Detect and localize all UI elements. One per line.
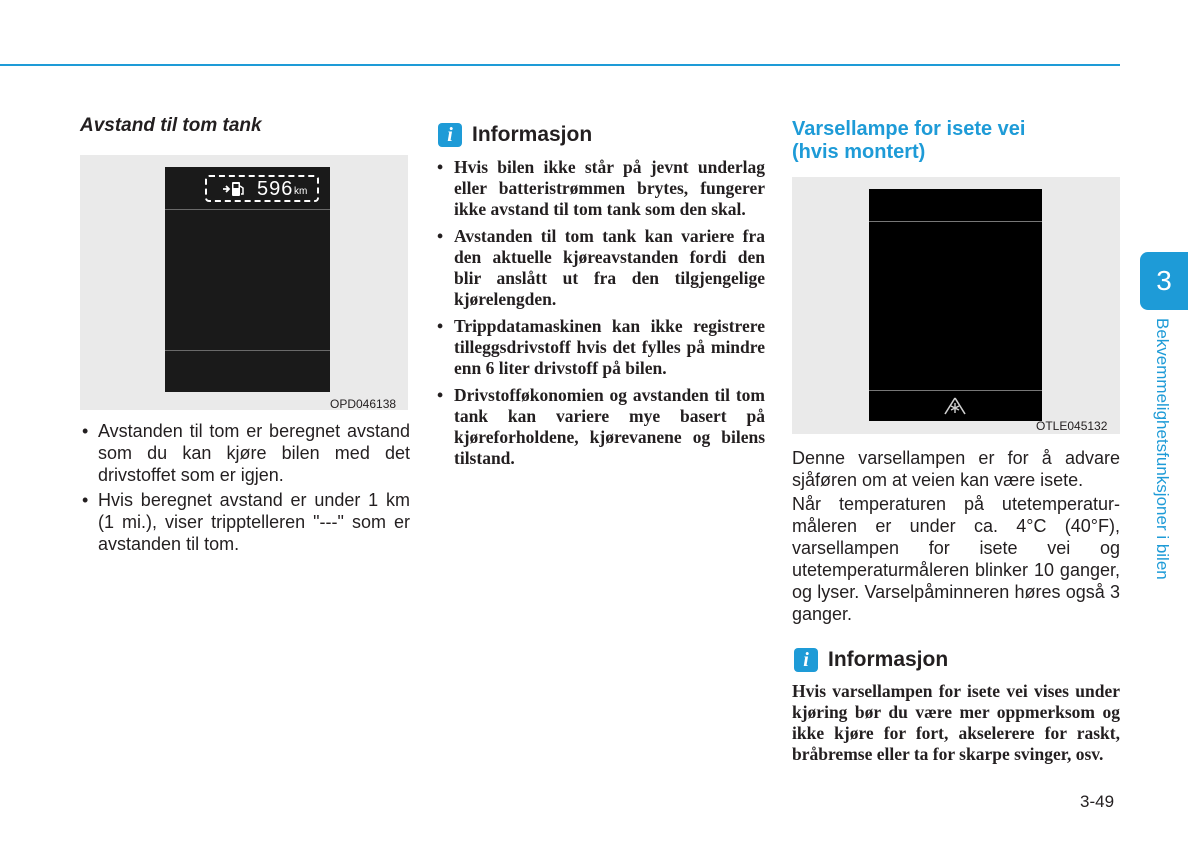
list-item: • Avstanden til tom tank kan variere fra den aktuelle kjøreavstanden fordi den blir anslått ut fra den tilgjengelige kjørelengden.: [437, 226, 765, 310]
list-item: • Hvis beregnet avstand er under 1 km (1 mi.), viser tripptelleren "---" som er avstanden til tom.: [80, 489, 410, 555]
info-text: Hvis varsellampen for isete vei vises under kjøring bør du være mer oppmerksom og ikke kjøre for fort, akselerere for raskt, bråbremse eller ta for skarpe svinger, osv.: [792, 681, 1120, 764]
page-number: 3-49: [1080, 792, 1115, 811]
section-title-icy-road: [792, 118, 1122, 164]
display-divider: [869, 390, 1042, 391]
info-bullets: [437, 157, 765, 475]
range-unit: km: [294, 186, 308, 197]
info-icon: i: [438, 123, 462, 147]
list-item: • Drivstofføkonomien og avstanden til tom tank kan variere mye basert på kjøreforholdene, kjørevanene og bilens tilstand.: [437, 385, 765, 469]
paragraph: Når temperaturen på utetemperatur-måleren er under ca. 4°C (40°F), varsellampen for isete vei og utetemperaturmåleren blinker 10 ganger, og lyser. Varselpåminneren høres også 3 ganger.: [792, 494, 1120, 624]
chapter-tab: 3: [1140, 252, 1188, 310]
display-divider: [165, 350, 330, 351]
section-title-line1: Varsellampe for isete vei: [792, 118, 1026, 140]
section-title-line2: (hvis montert): [792, 141, 926, 163]
display-divider: [869, 221, 1042, 222]
range-bullets: [80, 420, 410, 558]
list-item: • Avstanden til tom er beregnet avstand som du kan kjøre bilen med det drivstoffet som er igjen.: [80, 420, 410, 486]
info-label: Informasjon: [472, 123, 593, 146]
header-rule: [0, 64, 1120, 66]
info-icon: i: [794, 648, 818, 672]
figure-code: OPD046138: [330, 397, 397, 411]
info-heading: [438, 123, 592, 147]
chapter-title: Bekvemmelighetsfunksjoner i bilen: [1153, 318, 1172, 580]
cluster-display-icy: [869, 189, 1042, 421]
cluster-display-range: [165, 167, 330, 392]
list-item: • Hvis bilen ikke står på jevnt underlag eller batteristrømmen brytes, fungerer ikke avstand til tom tank som den skal.: [437, 157, 765, 220]
display-divider: [165, 209, 330, 210]
range-readout: [205, 175, 319, 202]
paragraph: Denne varsellampen er for å advare sjåføren om at veien kan være isete.: [792, 448, 1120, 490]
figure-code: OTLE045132: [1036, 419, 1108, 433]
icy-road-warning-icon: [942, 396, 968, 416]
left-column-title: [80, 115, 410, 137]
list-item: • Trippdatamaskinen kan ikke registrere tilleggsdrivstoff hvis det fylles på mindre enn 6 liter drivstoff på bilen.: [437, 316, 765, 379]
fuel-pump-icon: [221, 179, 247, 199]
section-title-range: Avstand til tom tank: [80, 115, 262, 136]
info-label: Informasjon: [828, 648, 949, 671]
range-value: 596: [257, 178, 294, 200]
info-heading: [794, 648, 948, 672]
